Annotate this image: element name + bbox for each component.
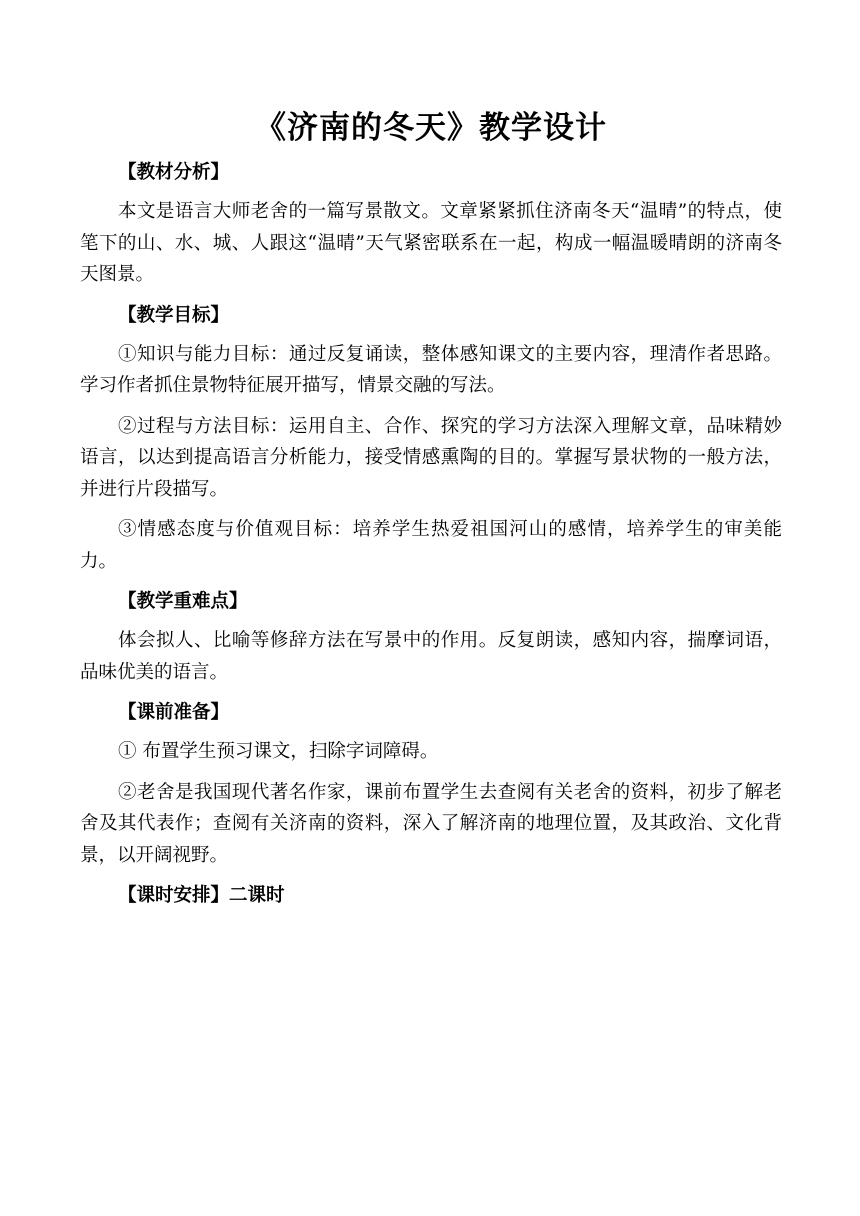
preparation-item-1: ① 布置学生预习课文，扫除字词障碍。 xyxy=(118,741,439,762)
goal-knowledge-paragraph: ①知识与能力目标：通过反复诵读，整体感知课文的主要内容，理清作者思路。学习作者抓住景物特征展开描写，情景交融的写法。 xyxy=(80,343,782,396)
preparation-item-2: ②老舍是我国现代著名作家，课前布置学生去查阅有关老舍的资料，初步了解老舍及其代表作；查阅有关济南的资料，深入了解济南的地理位置，及其政治、文化背景，以开阔视野。 xyxy=(80,781,782,866)
schedule-heading-label: 【课时安排】 xyxy=(118,885,230,906)
document-title: 《济南的冬天》教学设计 xyxy=(255,110,607,146)
section-heading-material: 【教材分析】 xyxy=(118,162,230,183)
section-heading-key-points: 【教学重难点】 xyxy=(118,591,248,612)
schedule-value: 二课时 xyxy=(229,885,285,906)
goal-process-paragraph: ②过程与方法目标：运用自主、合作、探究的学习方法深入理解文章，品味精妙语言，以达到提高语言分析能力，接受情感熏陶的目的。掌握写景状物的一般方法，并进行片段描写。 xyxy=(80,415,782,500)
goal-emotion-paragraph: ③情感态度与价值观目标：培养学生热爱祖国河山的感情，培养学生的审美能力。 xyxy=(80,519,782,572)
section-heading-preparation: 【课前准备】 xyxy=(118,702,230,723)
section-heading-goals: 【教学目标】 xyxy=(118,304,230,326)
material-paragraph: 本文是语言大师老舍的一篇写景散文。文章紧紧抓住济南冬天“温晴”的特点，使笔下的山、水、城、人跟这“温晴”天气紧密联系在一起，构成一幅温暖晴朗的济南冬天图景。 xyxy=(80,201,782,285)
section-heading-schedule xyxy=(80,880,782,911)
key-points-paragraph: 体会拟人、比喻等修辞方法在写景中的作用。反复朗读，感知内容，揣摩词语，品味优美的语言。 xyxy=(80,630,782,683)
document-page xyxy=(80,105,782,919)
